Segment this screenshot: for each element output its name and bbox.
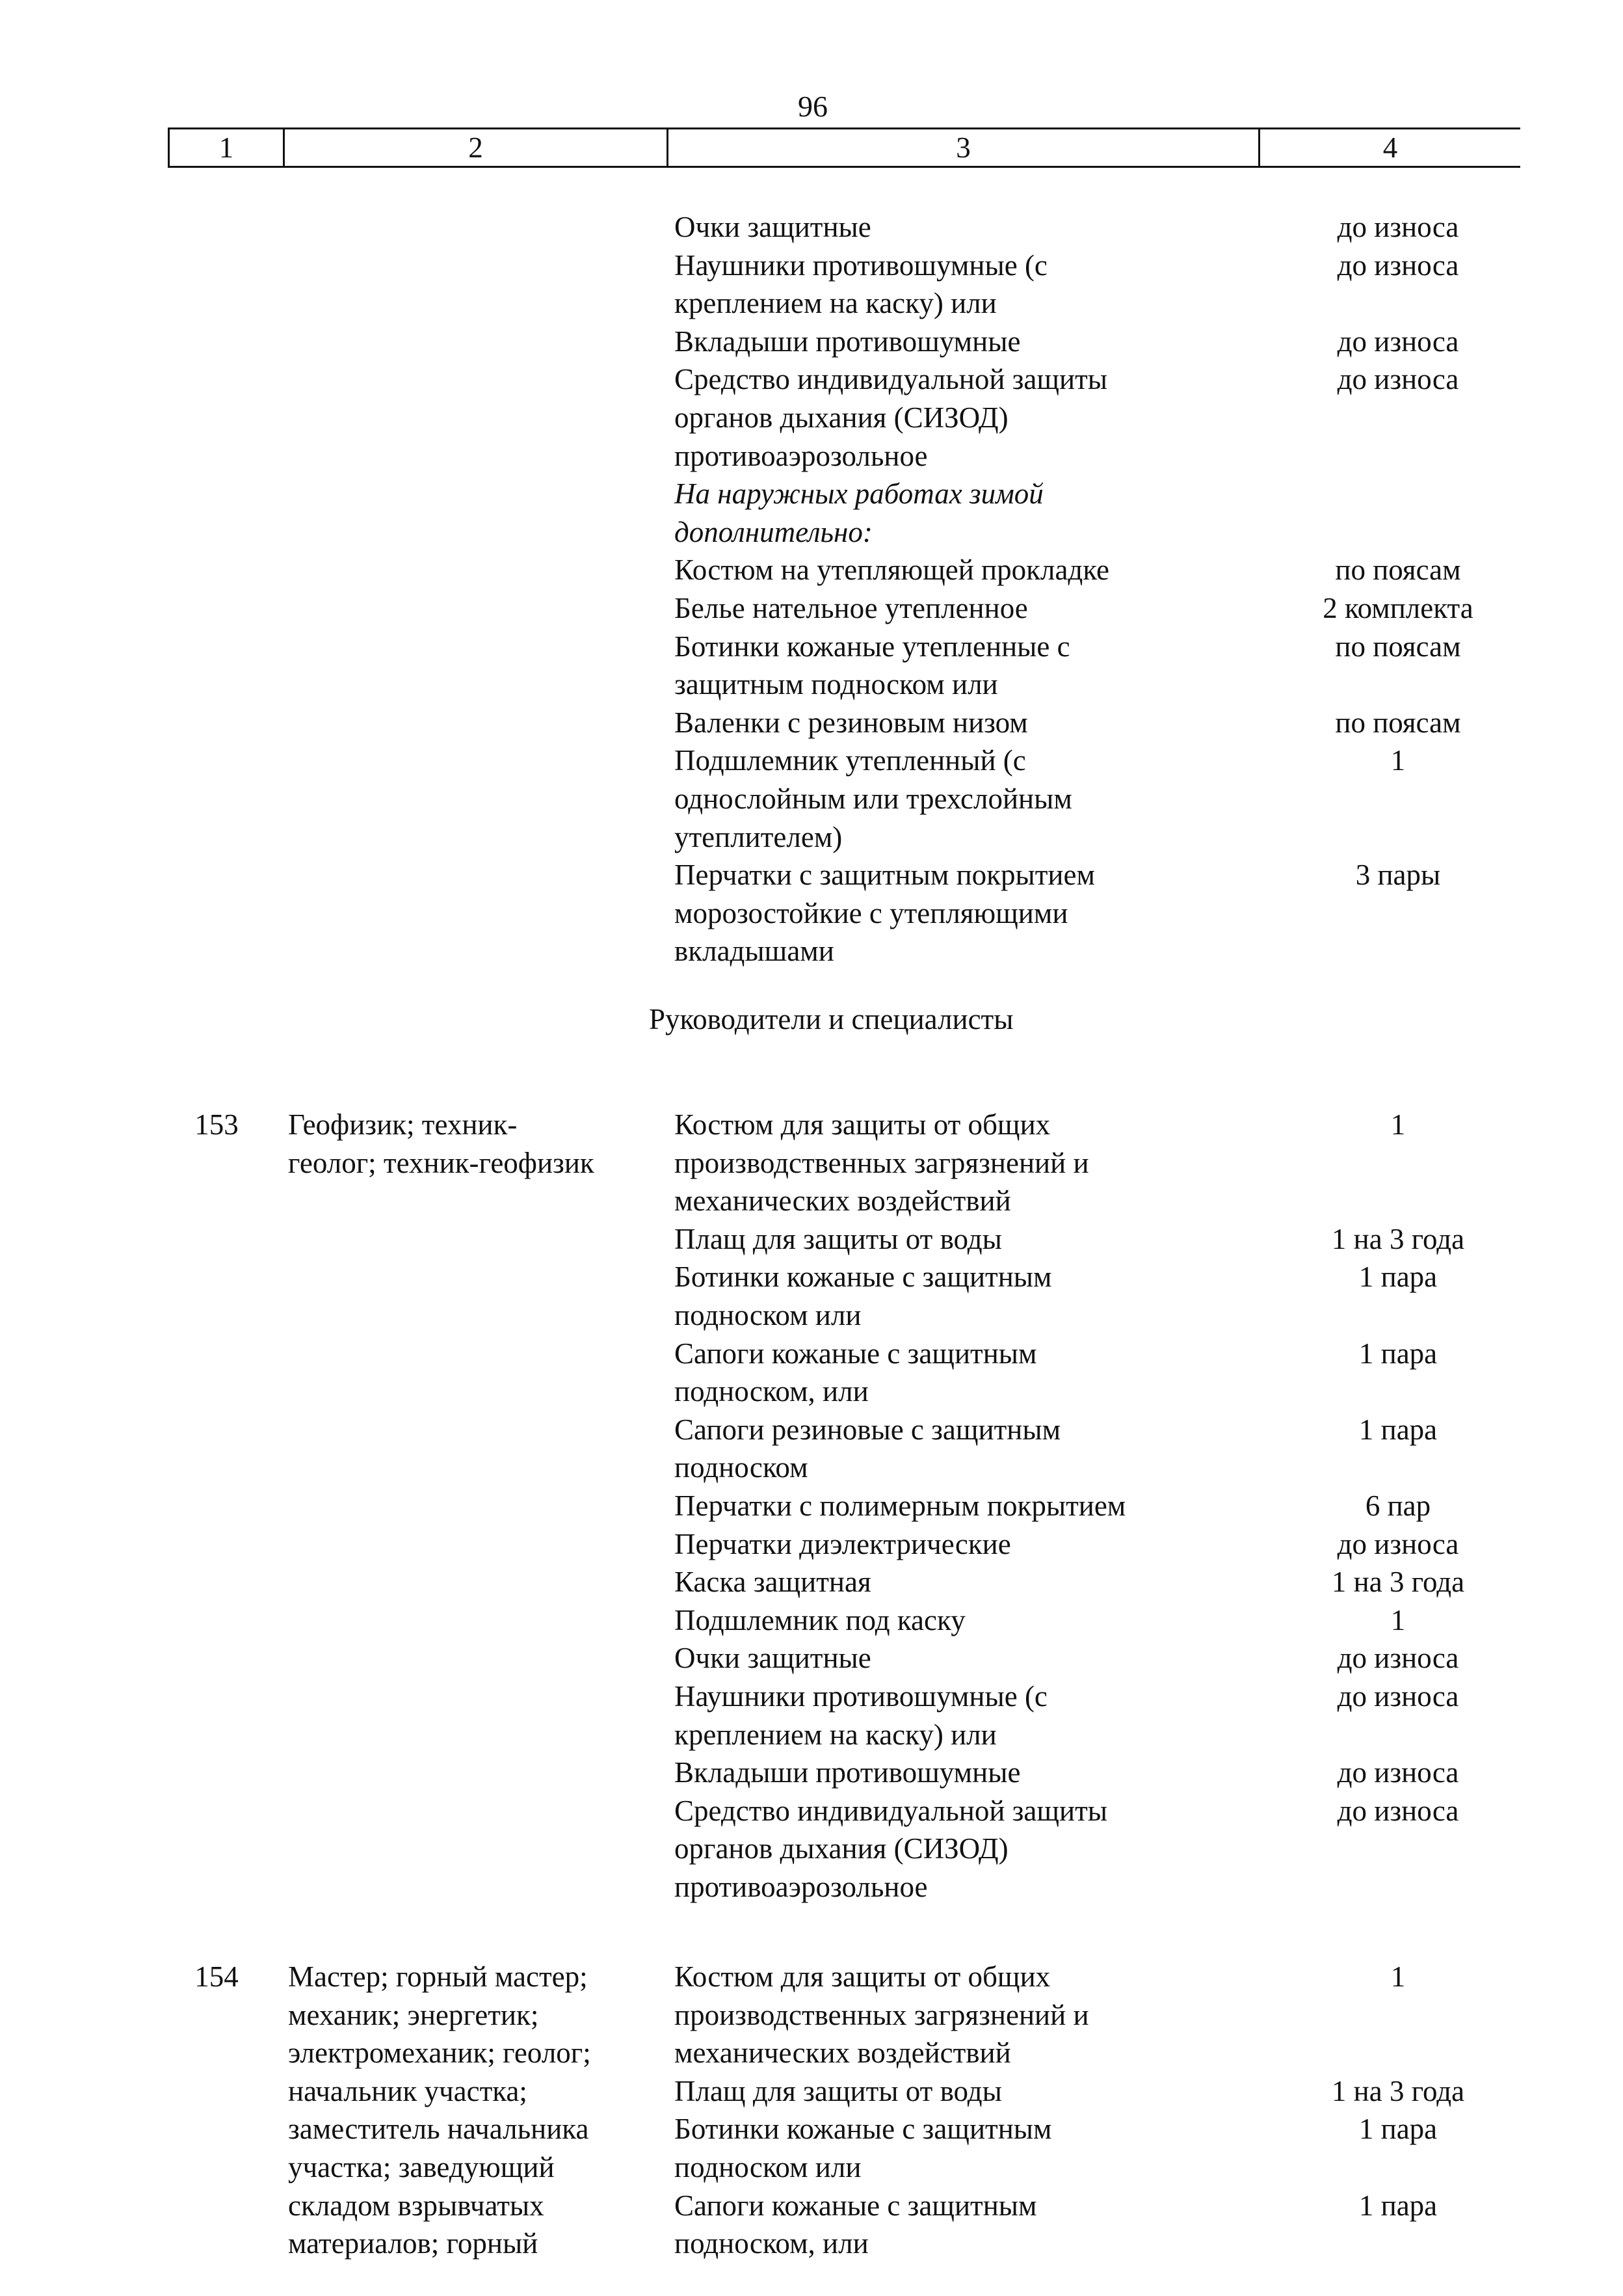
row153-item-5-line-0: Перчатки с полимерным покрытием [674, 1489, 1126, 1522]
continued-item-10-line-0: Перчатки с защитным покрытием [674, 859, 1095, 891]
row153-qty-5: 6 пар [1365, 1489, 1431, 1522]
continued-qty-5: по поясам [1335, 554, 1461, 586]
row153-item-10-line-0: Наушники противошумные (с [674, 1680, 1048, 1713]
row154-item-0-line-0: Костюм для защиты от общих [674, 1960, 1051, 1993]
continued-qty-10: 3 пары [1355, 859, 1441, 891]
continued-item-3-line-0: Средство индивидуальной защиты [674, 363, 1108, 395]
row153-item-12-line-0: Средство индивидуальной защиты [674, 1795, 1108, 1827]
continued-item-6-line-0: Белье нательное утепленное [674, 592, 1028, 624]
continued-item-4-line-0: На наружных работах зимой [674, 477, 1044, 510]
column-header-2: 2 [285, 129, 668, 166]
row153-item-0-line-0: Костюм для защиты от общих [674, 1108, 1051, 1141]
continued-qty-2: до износа [1337, 325, 1459, 358]
continued-qty-1: до износа [1337, 249, 1459, 282]
row154-item-0-line-1: производственных загрязнений и [674, 1999, 1089, 2031]
row153-item-2-line-1: подноском или [674, 1299, 862, 1331]
profession-153-line-1: геолог; техник-геофизик [288, 1147, 594, 1179]
continued-item-1-line-0: Наушники противошумные (с [674, 249, 1048, 282]
row153-qty-9: до износа [1337, 1642, 1459, 1674]
row153-item-0-line-2: механических воздействий [674, 1184, 1011, 1217]
row153-item-8-line-0: Подшлемник под каску [674, 1604, 966, 1636]
continued-item-1-line-1: креплением на каску) или [674, 287, 997, 319]
continued-item-3-line-2: противоаэрозольное [674, 440, 928, 472]
continued-qty-9: 1 [1390, 744, 1406, 777]
profession-154-line-7: материалов; горный [288, 2227, 538, 2260]
page-number: 96 [798, 90, 828, 123]
row153-qty-6: до износа [1337, 1528, 1459, 1560]
row153-item-4-line-0: Сапоги резиновые с защитным [674, 1413, 1061, 1446]
continued-item-9-line-0: Подшлемник утепленный (с [674, 744, 1026, 777]
continued-item-10-line-1: морозостойкие с утепляющими [674, 897, 1068, 929]
profession-154-line-6: складом взрывчатых [288, 2189, 544, 2222]
continued-item-8-line-0: Валенки с резиновым низом [674, 706, 1028, 739]
row153-item-6-line-0: Перчатки диэлектрические [674, 1528, 1011, 1560]
continued-qty-7: по поясам [1335, 630, 1461, 663]
row153-qty-0: 1 [1390, 1108, 1406, 1141]
column-header-row [168, 127, 1520, 168]
row153-qty-2: 1 пара [1358, 1261, 1438, 1293]
row154-item-3-line-1: подноском, или [674, 2227, 869, 2260]
continued-qty-6: 2 комплекта [1323, 592, 1473, 624]
profession-154-line-1: механик; энергетик; [288, 1999, 539, 2031]
continued-item-10-line-2: вкладышами [674, 935, 834, 967]
continued-qty-3: до износа [1337, 363, 1459, 395]
column-header-4: 4 [1382, 131, 1398, 164]
column-header-3: 3 [668, 129, 1260, 166]
row-number-153: 153 [194, 1108, 239, 1141]
row153-item-9-line-0: Очки защитные [674, 1642, 871, 1674]
row153-item-4-line-1: подноском [674, 1451, 808, 1484]
row154-item-2-line-1: подноском или [674, 2151, 862, 2183]
profession-154-line-3: начальник участка; [288, 2075, 527, 2107]
profession-153-line-0: Геофизик; техник- [288, 1108, 518, 1141]
profession-154-line-5: участка; заведующий [288, 2151, 555, 2183]
continued-item-0-line-0: Очки защитные [674, 211, 871, 243]
row153-item-7-line-0: Каска защитная [674, 1566, 871, 1598]
row153-qty-8: 1 [1390, 1604, 1406, 1636]
continued-item-4-line-1: дополнительно: [674, 516, 873, 548]
row154-qty-1: 1 на 3 года [1331, 2075, 1465, 2107]
continued-item-9-line-1: однослойным или трехслойным [674, 782, 1072, 815]
row154-qty-2: 1 пара [1358, 2113, 1438, 2145]
row153-item-12-line-2: противоаэрозольное [674, 1871, 928, 1903]
continued-item-7-line-0: Ботинки кожаные утепленные с [674, 630, 1070, 663]
row153-item-10-line-1: креплением на каску) или [674, 1718, 997, 1751]
row154-item-2-line-0: Ботинки кожаные с защитным [674, 2113, 1052, 2145]
profession-154-line-2: электромеханик; геолог; [288, 2036, 591, 2069]
profession-154-line-0: Мастер; горный мастер; [288, 1960, 588, 1993]
row153-item-1-line-0: Плащ для защиты от воды [674, 1223, 1002, 1255]
continued-item-9-line-2: утеплителем) [674, 821, 843, 853]
section-title: Руководители и специалисты [649, 1003, 1014, 1035]
row153-qty-1: 1 на 3 года [1331, 1223, 1465, 1255]
row154-item-3-line-0: Сапоги кожаные с защитным [674, 2189, 1037, 2222]
row153-qty-4: 1 пара [1358, 1413, 1438, 1446]
row153-qty-11: до износа [1337, 1756, 1459, 1789]
row153-item-0-line-1: производственных загрязнений и [674, 1147, 1089, 1179]
row153-item-3-line-0: Сапоги кожаные с защитным [674, 1337, 1037, 1370]
row153-item-12-line-1: органов дыхания (СИЗОД) [674, 1832, 1009, 1865]
continued-item-3-line-1: органов дыхания (СИЗОД) [674, 401, 1009, 434]
row153-qty-3: 1 пара [1358, 1337, 1438, 1370]
row154-item-0-line-2: механических воздействий [674, 2036, 1011, 2069]
continued-qty-0: до износа [1337, 211, 1459, 243]
row154-qty-0: 1 [1390, 1960, 1406, 1993]
row-number-154: 154 [194, 1960, 239, 1993]
row154-qty-3: 1 пара [1358, 2189, 1438, 2222]
row153-qty-12: до износа [1337, 1795, 1459, 1827]
row153-item-3-line-1: подноском, или [674, 1375, 869, 1408]
row153-qty-7: 1 на 3 года [1331, 1566, 1465, 1598]
row153-qty-10: до износа [1337, 1680, 1459, 1713]
profession-154-line-4: заместитель начальника [288, 2113, 589, 2145]
column-header-1: 1 [170, 129, 285, 166]
row153-item-11-line-0: Вкладыши противошумные [674, 1756, 1021, 1789]
row154-item-1-line-0: Плащ для защиты от воды [674, 2075, 1002, 2107]
continued-item-2-line-0: Вкладыши противошумные [674, 325, 1021, 358]
continued-item-7-line-1: защитным подноском или [674, 668, 998, 701]
row153-item-2-line-0: Ботинки кожаные с защитным [674, 1261, 1052, 1293]
continued-qty-8: по поясам [1335, 706, 1461, 739]
continued-item-5-line-0: Костюм на утепляющей прокладке [674, 554, 1110, 586]
